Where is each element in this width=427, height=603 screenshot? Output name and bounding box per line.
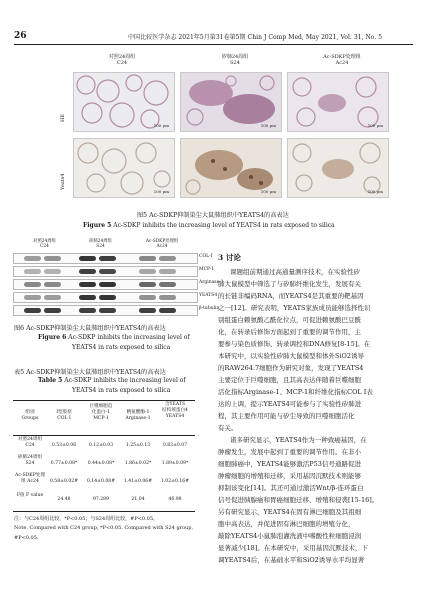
- paragraph-line: 程，其主要作用可能与矽尘导致的巨噬细胞活化: [218, 412, 355, 420]
- paragraph-line: 的RAW264.7细胞作为研究对象，发现了YEATS4: [218, 364, 364, 372]
- paragraph-line: 有关。: [218, 424, 238, 432]
- blot-label-yeats4: YEATS4: [199, 293, 218, 298]
- paragraph-line: 化，在转录后修饰方面起到了重要的调节作用，主: [218, 328, 361, 336]
- running-head: 中国比较医学杂志 2021年5月第31卷第5期 Chin J Comp Med, May 2021, Vol. 31, No. 5: [128, 34, 383, 41]
- td-yeats4: 0.83±0.07: [162, 443, 188, 448]
- td-col1: 0.53±0.06: [51, 443, 77, 448]
- table-5-caption-text-1: Ac-SDKP inhibits the increasing level of: [64, 377, 186, 384]
- th-mcp1: 巨噬细胞趋 化蛋白-1 MCP-1: [89, 404, 113, 421]
- paragraph-line: 之一[12]。研究表明，YEATS家族成员能够选择性识: [218, 304, 371, 312]
- paragraph-line: 肿瘤细胞的增殖和迁移，采用基因沉默技术则能够: [218, 472, 361, 480]
- table-5-label: Table 5: [38, 377, 63, 384]
- fig5-row-label-yeats4: Yeats4: [60, 173, 66, 190]
- td-group: 对照24周组 C24: [17, 437, 43, 448]
- paragraph-line: 本研究中，以实验性矽肺大鼠模型和体外SiO2诱导: [218, 352, 364, 360]
- td-mcp1: 0.14±0.08#: [86, 479, 116, 484]
- td-group: 矽肺24周组 S24: [17, 455, 43, 466]
- blot-yeats4: [13, 292, 198, 303]
- blot-label-arginase1: Arginase-1: [199, 280, 224, 285]
- wb-col-label-c24: 对照24周组 C24: [33, 239, 56, 249]
- table-bottom-rule: [13, 511, 195, 512]
- td-mcp1: 0.12±0.03: [88, 443, 114, 448]
- wb-col-label-s24: 矽肺24周组 S24: [89, 239, 112, 249]
- paragraph-line: 活化指标Arginase-1、MCP-1和纤维化指标COL I表: [218, 388, 373, 396]
- paragraph-line: 肿瘤发生，发展中起到了重要的调节作用。在非小: [218, 448, 361, 456]
- figure-6-caption-en-2: YEATS4 in rats exposed to silica: [72, 344, 171, 351]
- th-arginase1: 精氨酸酶-1 Arginase-1: [125, 410, 151, 421]
- micrograph-he-c24: [73, 72, 175, 132]
- blot-label-mcp1: MCP-1: [199, 267, 215, 272]
- blot-col1: [13, 253, 198, 264]
- figure-5-caption-cn: 图5 Ac-SDKP抑制染尘大鼠肺组织中YEATS4的高表达: [137, 212, 289, 219]
- paragraph-line: 诸多研究显示，YEATS4作为一种致癌基因，在: [230, 436, 367, 444]
- page-number: 26: [14, 31, 27, 41]
- td-arginase1: 1.25±0.13: [125, 443, 151, 448]
- paragraph-line: 另有研究显示，YEATS4在固有淋巴细胞及其祖细: [218, 508, 362, 516]
- paragraph-line: 细胞肺癌中，YEATS4能够激活P53信号通路促进: [218, 460, 361, 468]
- micrograph-he-ac24: [287, 72, 389, 132]
- paragraph-line: 的长链非编码RNA，而YEATS4是其重要的靶基因: [218, 292, 364, 300]
- scale-bar-label: 100 μm: [153, 189, 169, 194]
- table-note-cn: 注：与C24周组比较，*P<0.05；与S24周组比较，#P<0.05。: [14, 516, 159, 522]
- td-group: Ac-SDKP处理组 Ac24: [15, 473, 45, 484]
- figure-5: [0, 0, 427, 235]
- fig5-col-label-s24: 矽肺24周组 S24: [221, 54, 249, 66]
- figure-6-caption-cn: 图6 Ac-SDKP抑制染尘大鼠肺组织中YEATS4的高表达: [14, 325, 166, 332]
- td-col1: 24.48: [57, 497, 71, 502]
- table-note-en-1: Note. Compared with C24 group, *P<0.05. Compared with S24 group,: [14, 525, 194, 531]
- figure-6-caption-en-1: [38, 334, 190, 341]
- blot-label-col1: COL-I: [199, 254, 213, 259]
- table-row: [13, 493, 195, 509]
- paragraph-line: 主要定位于巨噬细胞，且其高表达伴随着巨噬细胞: [218, 376, 361, 384]
- table-top-rule: [13, 400, 195, 401]
- th-yeats4: 含YEATS 结构域蛋白4 YEATS4: [162, 402, 188, 419]
- td-arginase1: 1.41±0.06#: [123, 479, 153, 484]
- paragraph-line: 达的上调，提示YEATS4可能参与了实验性矽肺进: [218, 400, 362, 408]
- blot-arginase1: [13, 279, 198, 290]
- table-row: [13, 455, 195, 473]
- blot-label-beta-tubulin: β-tubulin: [199, 306, 220, 311]
- fig5-col-label-ac24: Ac-SDKP处理组 Ac24: [323, 54, 361, 66]
- paragraph-line: 敲除YEATS4小鼠肺泡灌洗液中嗜酸性粒细胞浸润: [218, 532, 362, 540]
- td-group: F值 F value: [16, 493, 44, 498]
- table-5-caption-en-2: YEATS4 in rats exposed to silica: [72, 387, 171, 394]
- paragraph-line: 肺大鼠模型中筛选了与矽肺纤维化发生，发展有关: [218, 280, 361, 288]
- td-yeats4: 46.98: [168, 497, 182, 502]
- paragraph-line: 胞中高表达，并促进固有淋巴细胞的增殖分化，: [218, 520, 355, 528]
- paragraph-line: 显著减少[18]。在本研究中，采用基因沉默技术，下: [218, 544, 368, 552]
- th-group: 组别 Groups: [21, 410, 39, 421]
- paragraph-line: 别组蛋白赖氨酸乙酰化位点，可促进赖氨酸巴豆酰: [218, 316, 361, 324]
- td-yeats4: 1.89±0.09*: [161, 461, 189, 466]
- table-5-caption-en-1: [38, 377, 186, 384]
- table-row: [13, 437, 195, 455]
- td-mcp1: 0.44±0.08*: [87, 461, 115, 466]
- figure-6-label: Figure 6: [38, 334, 67, 341]
- scale-bar-label: 100 μm: [260, 123, 276, 128]
- micrograph-yeats4-c24: [73, 138, 175, 198]
- scale-bar-label: 100 μm: [367, 189, 383, 194]
- table-5-caption-cn: 表5 Ac-SDKP抑制染尘大鼠肺组织中YEATS4的高表达: [14, 369, 166, 376]
- blot-beta-tubulin: [13, 305, 198, 316]
- table-mid-rule: [13, 435, 195, 436]
- td-mcp1: 97.289: [92, 497, 110, 502]
- td-arginase1: 21.04: [131, 497, 145, 502]
- paragraph-line: 课题组前期通过高通量测序技术，在实验性矽: [230, 268, 360, 276]
- paragraph-line: 要参与染色质修饰、转录调控和DNA修复[8-15]。在: [218, 340, 371, 348]
- td-yeats4: 1.02±0.16#: [160, 479, 190, 484]
- td-col1: 0.77±0.08*: [50, 461, 78, 466]
- table-note-en-2: #P<0.05.: [14, 535, 39, 541]
- blot-mcp1: [13, 266, 198, 277]
- figure-5-caption-en: [83, 222, 335, 229]
- figure-6-caption-text-1: Ac-SDKP inhibits the increasing level of: [68, 334, 190, 341]
- section-heading: 3 讨论: [218, 253, 241, 262]
- figure-5-text: Ac-SDKP inhibits the increasing level of YEATS4 in rats exposed to silica: [113, 222, 335, 229]
- paragraph-line: 抑制该变化[14]。其还可通过激活Wnt/β-连环蛋白: [218, 484, 364, 492]
- th-col1: I型胶原 COL I: [56, 410, 72, 421]
- figure-5-label: Figure 5: [83, 222, 112, 229]
- scale-bar-label: 100 μm: [153, 123, 169, 128]
- micrograph-yeats4-s24: [180, 138, 282, 198]
- table-row: [13, 473, 195, 491]
- paragraph-line: 信号促进胰腺癌和胃癌细胞迁移、增殖和侵袭[15-16]。: [218, 496, 379, 504]
- scale-bar-label: 100 μm: [367, 123, 383, 128]
- fig5-col-label-c24: 对照24周组 C24: [108, 54, 136, 66]
- micrograph-yeats4-ac24: [287, 138, 389, 198]
- fig5-row-label-he: HE: [60, 113, 66, 122]
- td-col1: 0.58±0.02#: [49, 479, 79, 484]
- scale-bar-label: 100 μm: [260, 189, 276, 194]
- table-header-row: [13, 402, 195, 432]
- paragraph-line: 调YEATS4后，在基础水平和SiO2诱导水平均显著: [218, 556, 365, 564]
- wb-col-label-ac24: Ac-SDKP处理组 Ac24: [145, 239, 179, 249]
- micrograph-he-s24: [180, 72, 282, 132]
- td-arginase1: 1.86±0.02*: [124, 461, 152, 466]
